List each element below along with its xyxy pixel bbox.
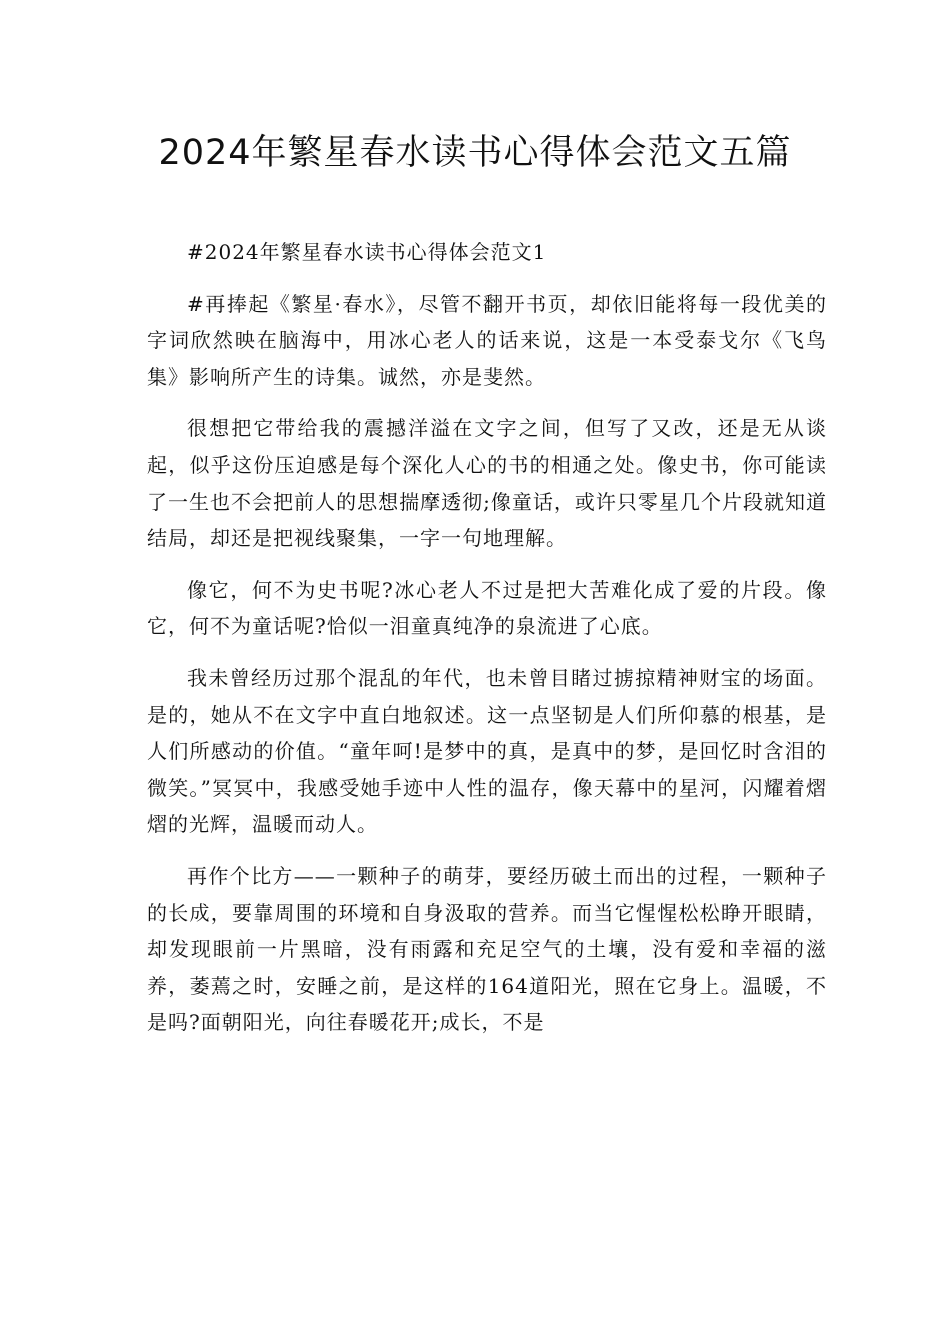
paragraph-5: 再作个比方——一颗种子的萌芽，要经历破土而出的过程，一颗种子的长成，要靠周围的环境和自身汲取的营养。而当它惺惺松松睁开眼睛，却发现眼前一片黑暗，没有雨露和充足空气的土壤，没有爱和幸福的滋养，萎蔫之时，安睡之前，是这样的164道阳光，照在它身上。温暖，不是吗?面朝阳光，向往春暖花开;成长，不是 — [147, 863, 827, 1035]
paragraph-4: 我未曾经历过那个混乱的年代，也未曾目睹过掳掠精神财宝的场面。是的，她从不在文字中直白地叙述。这一点坚韧是人们所仰慕的根基，是人们所感动的价值。“童年呵!是梦中的真，是真中的梦，是回忆时含泪的微笑。”冥冥中，我感受她手迹中人性的温存，像天幕中的星河，闪耀着熠熠的光辉，温暖而动人。 — [147, 665, 827, 837]
section-heading: #2024年繁星春水读书心得体会范文1 — [187, 240, 547, 264]
paragraph-2: 很想把它带给我的震撼洋溢在文字之间，但写了又改，还是无从谈起，似乎这份压迫感是每个深化人心的书的相通之处。像史书，你可能读了一生也不会把前人的思想揣摩透彻;像童话，或许只零星几个片段就知道结局，却还是把视线聚集，一字一句地理解。 — [147, 416, 827, 551]
document-body — [147, 234, 827, 1056]
document-title: 2024年繁星春水读书心得体会范文五篇 — [158, 133, 792, 173]
paragraph-1: #再捧起《繁星·春水》，尽管不翻开书页，却依旧能将每一段优美的字词欣然映在脑海中，用冰心老人的话来说，这是一本受泰戈尔《飞鸟集》影响所产生的诗集。诚然，亦是斐然。 — [147, 291, 827, 389]
paragraph-3: 像它，何不为史书呢?冰心老人不过是把大苦难化成了爱的片段。像它，何不为童话呢?恰似一泪童真纯净的泉流进了心底。 — [147, 577, 827, 639]
